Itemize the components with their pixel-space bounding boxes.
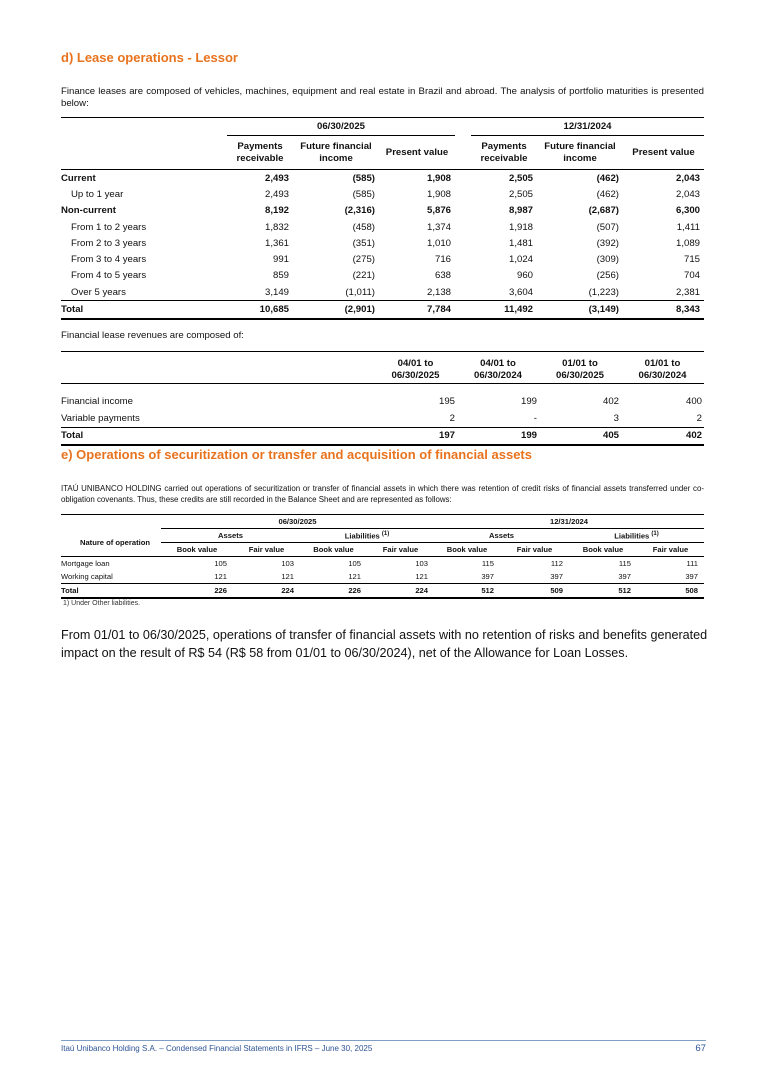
row-label: Variable payments	[61, 412, 140, 424]
cell: 8,192	[264, 205, 289, 217]
row-label: Up to 1 year	[71, 188, 124, 200]
cell: 859	[272, 270, 289, 282]
cell: 103	[281, 559, 294, 568]
row-label: Over 5 years	[71, 286, 126, 298]
cell: 121	[348, 572, 361, 581]
cell: 397	[481, 572, 494, 581]
table-row	[61, 268, 704, 284]
group-label: Liabilities	[614, 531, 650, 541]
column-header: Payments receivable	[227, 136, 293, 170]
cell: 11,492	[504, 304, 533, 316]
cell: (275)	[352, 254, 375, 266]
cell: 115	[481, 559, 494, 568]
row-label: From 3 to 4 years	[71, 254, 147, 266]
column-header: 04/01 to 06/30/2025	[374, 352, 457, 384]
cell: -	[533, 412, 537, 424]
row-label: From 1 to 2 years	[71, 221, 147, 233]
cell: 402	[685, 430, 702, 442]
cell: (2,687)	[588, 205, 619, 217]
cell: 402	[602, 396, 619, 408]
cell: 103	[415, 559, 428, 568]
cell: 2,381	[675, 286, 700, 298]
cell: (507)	[596, 221, 619, 233]
cell: 509	[550, 586, 563, 595]
column-header: Future financial income	[293, 136, 379, 170]
cell: (462)	[596, 172, 619, 184]
securitization-table	[61, 514, 704, 599]
table-row	[61, 570, 704, 584]
column-header: 01/01 to 06/30/2025	[539, 352, 621, 384]
footnote-marker: (1)	[651, 530, 659, 537]
page-number: 67	[695, 1043, 706, 1054]
cell: 7,784	[426, 304, 451, 316]
cell: (392)	[596, 237, 619, 249]
row-label: Mortgage loan	[61, 559, 110, 568]
cell: 1,908	[426, 172, 451, 184]
cell: 199	[520, 430, 537, 442]
cell: 960	[516, 270, 533, 282]
cell: (351)	[352, 237, 375, 249]
cell: 197	[438, 430, 455, 442]
table-row	[61, 235, 704, 251]
nature-header: Nature of operation	[61, 529, 161, 557]
cell: 512	[481, 586, 494, 595]
cell: 3	[613, 412, 619, 424]
column-header: Future financial income	[537, 136, 623, 170]
cell: 1,024	[508, 254, 533, 266]
subcol-header: Fair value	[233, 543, 300, 557]
column-header: 04/01 to 06/30/2024	[457, 352, 539, 384]
group-header: Assets	[161, 529, 300, 543]
cell: 991	[272, 254, 289, 266]
table-row	[61, 394, 704, 411]
row-label: Total	[61, 586, 79, 595]
spacer	[455, 186, 471, 202]
group-header	[569, 529, 704, 543]
row-label: Total	[61, 430, 84, 442]
cell: (585)	[352, 172, 375, 184]
column-header: Present value	[379, 136, 455, 170]
footer-divider	[61, 1040, 706, 1041]
cell: 400	[685, 396, 702, 408]
subcol-header: Book value	[161, 543, 233, 557]
table-row	[61, 219, 704, 235]
group-label: Liabilities	[344, 531, 380, 541]
cell: (309)	[596, 254, 619, 266]
cell: 10,685	[259, 304, 289, 316]
cell: 3,149	[264, 286, 289, 298]
cell: 226	[348, 586, 361, 595]
row-label: Current	[61, 172, 96, 184]
cell: 6,300	[675, 205, 700, 217]
group-header: Assets	[434, 529, 569, 543]
cell: 105	[214, 559, 227, 568]
cell: 3,604	[508, 286, 533, 298]
cell: 1,361	[264, 237, 289, 249]
cell: 2,493	[264, 172, 289, 184]
subcol-header: Book value	[434, 543, 500, 557]
spacer	[455, 251, 471, 267]
subcol-header: Fair value	[637, 543, 704, 557]
cell: 2,493	[264, 188, 289, 200]
table-row-total	[61, 427, 704, 445]
section-e-intro: ITAÚ UNIBANCO HOLDING carried out operations of securitization or transfer of financial assets in which there was retention of credit risks of financial assets transferred under co-obligation covenants. Thus, these credits are still recorded in the Balance Sheet and are represented as follows:	[61, 484, 704, 504]
row-label: Non-current	[61, 205, 116, 217]
group-header	[300, 529, 434, 543]
cell: (256)	[596, 270, 619, 282]
subcol-header: Book value	[300, 543, 367, 557]
table-row	[61, 170, 704, 187]
table-row	[61, 557, 704, 571]
cell: 2	[696, 412, 702, 424]
cell: (2,316)	[344, 205, 375, 217]
cell: 508	[685, 586, 698, 595]
column-header: Payments receivable	[471, 136, 537, 170]
spacer	[455, 219, 471, 235]
spacer	[455, 284, 471, 301]
period-header: 12/31/2024	[434, 515, 704, 529]
period-header: 12/31/2024	[471, 118, 704, 136]
subcol-header: Book value	[569, 543, 637, 557]
footnote: 1) Under Other liabilities.	[63, 600, 141, 607]
cell: (2,901)	[344, 304, 375, 316]
table-row	[61, 203, 704, 219]
lease-revenue-table	[61, 351, 704, 446]
column-header: Present value	[623, 136, 704, 170]
cell: 2	[449, 412, 455, 424]
cell: 1,908	[426, 188, 451, 200]
section-d-title: d) Lease operations - Lessor	[61, 50, 238, 65]
spacer	[455, 203, 471, 219]
cell: 121	[214, 572, 227, 581]
cell: 405	[602, 430, 619, 442]
spacer	[455, 235, 471, 251]
cell: 715	[683, 254, 700, 266]
cell: 199	[520, 396, 537, 408]
cell: 1,918	[508, 221, 533, 233]
cell: 1,411	[676, 221, 700, 233]
table-row	[61, 186, 704, 202]
section-e-title: e) Operations of securitization or transfer and acquisition of financial assets	[61, 447, 532, 462]
cell: 1,089	[675, 237, 700, 249]
cell: (585)	[352, 188, 375, 200]
table-row	[61, 410, 704, 427]
cell: (462)	[596, 188, 619, 200]
cell: 1,374	[426, 221, 451, 233]
cell: 121	[415, 572, 428, 581]
subcol-header: Fair value	[367, 543, 434, 557]
cell: 1,010	[426, 237, 451, 249]
cell: 112	[550, 559, 563, 568]
cell: 397	[550, 572, 563, 581]
cell: 1,481	[508, 237, 533, 249]
row-label: From 4 to 5 years	[71, 270, 147, 282]
cell: 224	[281, 586, 294, 595]
cell: (1,011)	[345, 286, 375, 298]
subcol-header: Fair value	[500, 543, 569, 557]
cell: 716	[434, 254, 451, 266]
cell: 111	[686, 559, 698, 568]
row-label: Total	[61, 304, 84, 316]
footer-text: Itaú Unibanco Holding S.A. – Condensed Financial Statements in IFRS – June 30, 2025	[61, 1044, 373, 1053]
cell: (1,223)	[588, 286, 619, 298]
spacer	[455, 170, 471, 187]
cell: 1,832	[264, 221, 289, 233]
table-row-total	[61, 584, 704, 599]
section-d-intro: Finance leases are composed of vehicles, machines, equipment and real estate in Brazil and abroad. The analysis of portfolio maturities is presented below:	[61, 86, 704, 109]
revenues-intro: Financial lease revenues are composed of:	[61, 330, 244, 341]
table-row	[61, 284, 704, 301]
cell: 2,138	[426, 286, 451, 298]
cell: 397	[618, 572, 631, 581]
cell: 2,043	[675, 172, 700, 184]
cell: 704	[683, 270, 700, 282]
cell: (221)	[352, 270, 375, 282]
cell: 105	[348, 559, 361, 568]
cell: 397	[685, 572, 698, 581]
period-header: 06/30/2025	[227, 118, 455, 136]
period-header: 06/30/2025	[161, 515, 434, 529]
cell: (458)	[352, 221, 375, 233]
cell: 195	[438, 396, 455, 408]
footnote-marker: (1)	[381, 530, 390, 537]
row-label: From 2 to 3 years	[71, 237, 147, 249]
table-row	[61, 251, 704, 267]
cell: 121	[281, 572, 294, 581]
row-label: Working capital	[61, 572, 113, 581]
cell: 226	[214, 586, 227, 595]
cell: (3,149)	[588, 304, 619, 316]
cell: 115	[618, 559, 631, 568]
cell: 2,505	[508, 188, 533, 200]
cell: 2,505	[508, 172, 533, 184]
cell: 8,987	[508, 205, 533, 217]
cell: 638	[434, 270, 451, 282]
cell: 2,043	[675, 188, 700, 200]
closing-paragraph: From 01/01 to 06/30/2025, operations of transfer of financial assets with no retention of risks and benefits generated impact on the result of R$ 54 (R$ 58 from 01/01 to 06/30/2024), net of the Allowance for Loan Losses.	[61, 628, 708, 660]
row-label: Financial income	[61, 396, 133, 408]
lease-maturity-table	[61, 117, 704, 320]
table-row-total	[61, 301, 704, 319]
column-header: 01/01 to 06/30/2024	[621, 352, 704, 384]
cell: 512	[618, 586, 631, 595]
cell: 224	[415, 586, 428, 595]
spacer	[455, 268, 471, 284]
cell: 5,876	[426, 205, 451, 217]
cell: 8,343	[675, 304, 700, 316]
